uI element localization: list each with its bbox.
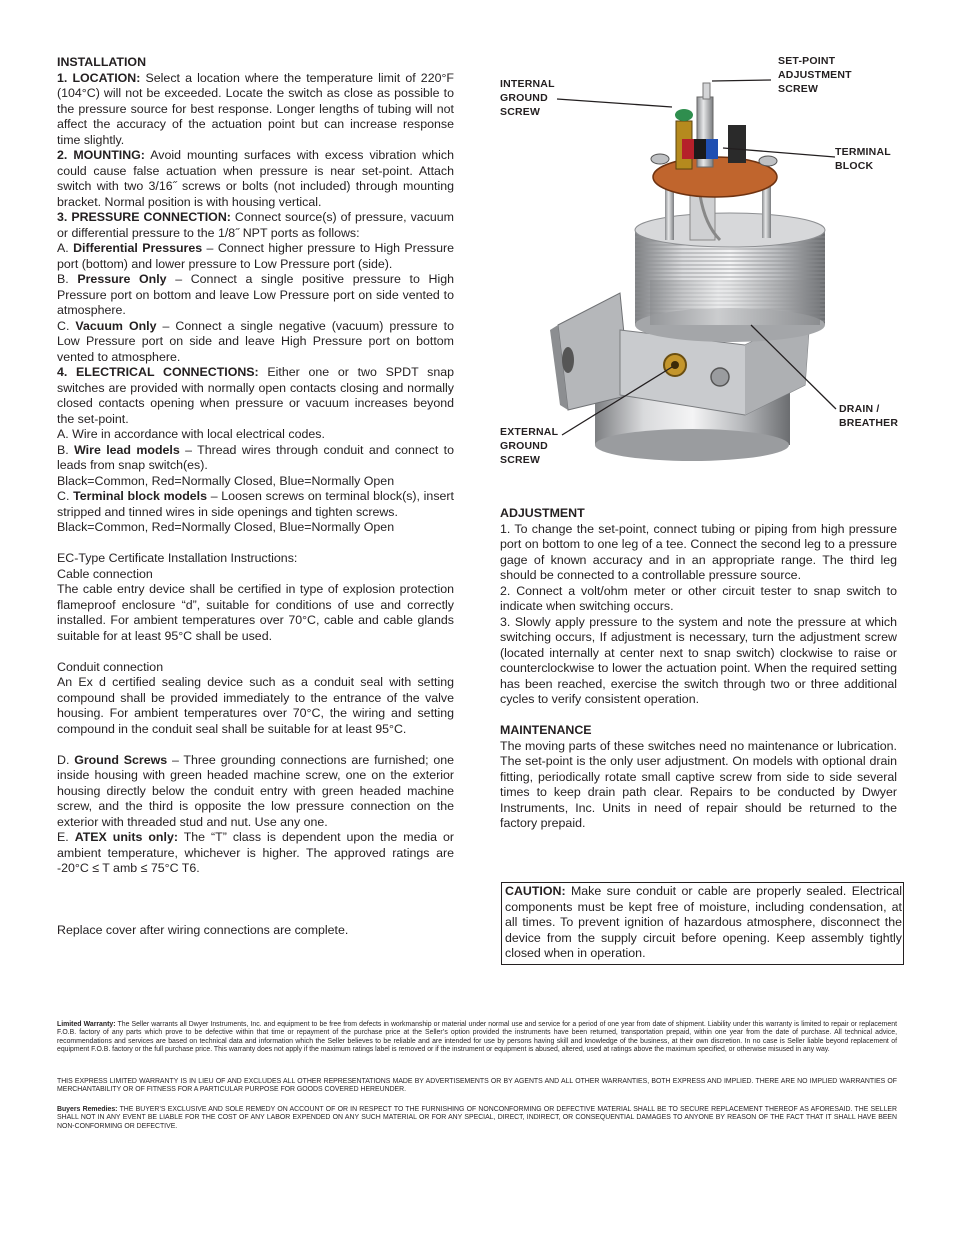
leader-internal-ground bbox=[557, 99, 672, 107]
atex-paragraph: E. ATEX units only: The “T” class is dependent upon the media or ambient temperature, whichever is higher. The approved ratings are -20°C ≤ T amb ≤ 75°C T6. bbox=[57, 830, 454, 875]
location-paragraph: 1. LOCATION: Select a location where the temperature limit of 220°F (104°C) will not be exceeded. Locate the switch as close as possible to the pressure source for best response. Longer lengths of tubing will not affect the accuracy of the actuation point but can increase response time slightly. bbox=[57, 70, 454, 147]
caution-text: Make sure conduit or cable are properly sealed. Electrical components must be kept free of moisture, including condensation, at all times. To prevent ignition of hazardous atmosphere, disconnect the device from the supply circuit before opening. Keep assembly tightly closed when in operation. bbox=[505, 884, 902, 960]
cable-connection-text: The cable entry device shall be certified in type of explosion protection flameproof enclosure “d”, suitable for conditions of use and correctly installed. For ambient temperatures over 70°C, cable and cable glands suitable for at least 95°C shall be used. bbox=[57, 582, 454, 643]
mounting-paragraph: 2. MOUNTING: Avoid mounting surfaces with excess vibration which could cause false actuation when pressure is near set-point. Attach switch with two 3/16˝ screws or bolts (not included) through mounting bracket. Normal position is with housing vertical. bbox=[57, 148, 454, 209]
spacer bbox=[57, 644, 454, 660]
terminal-block-paragraph: C. Terminal block models – Loosen screws on terminal block(s), insert stripped and tinned wires in side openings and tighten screws. bbox=[57, 489, 454, 519]
vacuum-only-paragraph: C. Vacuum Only – Connect a single negative (vacuum) pressure to Low Pressure port on side and leave High Pressure port on bottom vented to atmosphere. bbox=[57, 318, 454, 364]
spacer bbox=[57, 737, 454, 753]
wire-colors-1: Black=Common, Red=Normally Closed, Blue=Normally Open bbox=[57, 473, 395, 488]
leader-setpoint bbox=[712, 80, 771, 81]
maintenance-heading: MAINTENANCE bbox=[500, 723, 592, 737]
adjustment-step-3: 3. Slowly apply pressure to the system and note the pressure at which switching occurs, If adjustment is necessary, turn the adjustment screw (located internally at center next to snap switch) clockwise to raise or counterclockwise to lower the actuation point. When the required setting has been reached, exercise the switch through two or three additional cycles to verify consistent operation. bbox=[500, 614, 897, 706]
spacer bbox=[57, 536, 454, 552]
label-setpoint: SET-POINT ADJUSTMENT SCREW bbox=[778, 55, 852, 95]
express-warranty: THIS EXPRESS LIMITED WARRANTY IS IN LIEU OF AND EXCLUDES ALL OTHER REPRESENTATIONS MADE BY ADVERTISEMENTS OR BY AGENTS AND ALL OTHER WARRANTIES, BOTH EXPRESS AND IMPLIED. THERE ARE NO IMPLIED WARRANTIES OF MERCHANTABILITY OR OF FITNESS FOR A PARTICULAR PURPOSE FOR GOODS COVERED HEREUNDER. bbox=[57, 1078, 897, 1094]
caution-box bbox=[501, 882, 904, 965]
adjustment-step-1: 1. To change the set-point, connect tubing or piping from high pressure port on bottom to one leg of a tee. Connect the second leg to a pressure gage of known accuracy and in an appropriate range. The third leg should be connected to a controllable pressure source. bbox=[500, 521, 897, 582]
electrical-a-paragraph: A. Wire in accordance with local electrical codes. bbox=[57, 427, 325, 441]
installation-heading: INSTALLATION bbox=[57, 55, 147, 69]
wire-colors-2: Black=Common, Red=Normally Closed, Blue=Normally Open bbox=[57, 520, 395, 534]
limited-warranty: Limited Warranty: The Seller warrants all Dwyer Instruments, Inc. and equipment to be free from defects in workmanship or material under normal use and service for a period of one year from date of shipment. Liability under this warranty is limited to repair or replacement F.O.B. factory of any parts which prove to be defective within that time or repayment of the purchase price at the Seller’s option provided the instruments have been returned, transportation prepaid, within one year from the date of purchase. All technical advice, recommendations and services are based on technical data and information which the Seller believes to be reliable and are intended for use by persons having skill and knowledge of the business, at their own discretion. In no case is Seller liable beyond replacement of equipment F.O.B. factory or the full purchase price. This warranty does not apply if the maximum ratings label is removed or if the instrument or equipment is abused, altered, used at ratings above the maximum specified, or otherwise misused in any way. bbox=[57, 1021, 897, 1053]
differential-paragraph: A. Differential Pressures – Connect higher pressure to High Pressure port (bottom) and lower pressure to Low Pressure port (side). bbox=[57, 241, 455, 271]
ec-certificate-title: EC-Type Certificate Installation Instructions: bbox=[57, 551, 298, 565]
wire-lead-paragraph: B. Wire lead models – Thread wires through conduit and connect to leads from snap switch(es). bbox=[57, 442, 454, 472]
buyers-remedies: Buyers Remedies: THE BUYER’S EXCLUSIVE AND SOLE REMEDY ON ACCOUNT OF OR IN RESPECT TO THE FURNISHING OF NONCONFORMING OR DEFECTIVE MATERIAL SHALL BE TO SECURE REPLACEMENT THEREOF AS AFORESAID. THE SELLER SHALL NOT IN ANY EVENT BE LIABLE FOR THE COST OF ANY LABOR EXPENDED ON ANY SUCH MATERIAL OR FOR ANY SPECIAL, DIRECT, INDIRECT, OR CONSEQUENTIAL DAMAGES TO ANYONE BY REASON OF THE FACT THAT IT SHALL HAVE BEEN NON-CONFORMING OR DEFECTIVE. bbox=[57, 1106, 897, 1130]
caution-label: CAUTION: bbox=[505, 884, 566, 898]
label-drain: DRAIN / BREATHER bbox=[839, 403, 899, 429]
electrical-paragraph: 4. ELECTRICAL CONNECTIONS: Either one or two SPDT snap switches are provided with normally open contacts closing and normally closed contacts opening when pressure or vacuum increases beyond the set-point. bbox=[57, 365, 454, 426]
pressure-only-paragraph: B. Pressure Only – Connect a single positive pressure to High Pressure port on bottom and leave Low Pressure port on side vented to atmosphere. bbox=[57, 272, 454, 317]
replace-cover-note: Replace cover after wiring connections are complete. bbox=[57, 922, 349, 937]
terminal-block-parts bbox=[675, 83, 746, 169]
mounting-bracket bbox=[550, 293, 630, 410]
spacer bbox=[500, 708, 897, 724]
conduit-connection-text: An Ex d certified sealing device such as a conduit seal with setting compound shall be provided immediately to the entrance of the valve housing. For ambient temperatures over 70°C, the wiring and setting compound in the conduit seal shall be suitable for at least 95°C. bbox=[57, 675, 454, 736]
label-external-ground: EXTERNAL GROUND SCREW bbox=[500, 426, 558, 466]
spacer bbox=[57, 877, 454, 923]
conduit-connection-title: Conduit connection bbox=[57, 659, 164, 674]
ground-screws-paragraph: D. Ground Screws – Three grounding connections are furnished; one inside housing with green headed machine screw, one on the exterior housing directly below the conduit entry with green headed machine screw, and the third is opposite the low pressure connection on the exterior with threaded stud and nut. Use any one. bbox=[57, 752, 455, 829]
maintenance-text: The moving parts of these switches need no maintenance or lubrication. The set-point is the only user adjustment. On models with optional drain fitting, periodically rotate small captive screw from side to side several times to keep drain path clear. Repairs to be conducted by Dwyer Instruments, Inc. Units in need of repair should be returned to the factory prepaid. bbox=[500, 738, 897, 830]
installation-section bbox=[57, 55, 454, 938]
pressure-paragraph: 3. PRESSURE CONNECTION: Connect source(s) of pressure, vacuum or differential pressure to the 1/8˝ NPT ports as follows: bbox=[57, 210, 454, 240]
threaded-housing bbox=[635, 213, 825, 342]
adjustment-step-2: 2. Connect a volt/ohm meter or other circuit tester to snap switch to indicate when switching occurs. bbox=[500, 583, 897, 613]
label-terminal-block: TERMINAL BLOCK bbox=[835, 146, 891, 172]
adjustment-heading: ADJUSTMENT bbox=[500, 506, 585, 520]
cable-connection-title: Cable connection bbox=[57, 566, 153, 581]
label-internal-ground: INTERNAL GROUND SCREW bbox=[500, 78, 555, 118]
circuit-board bbox=[651, 154, 777, 197]
adjustment-section bbox=[500, 506, 897, 832]
